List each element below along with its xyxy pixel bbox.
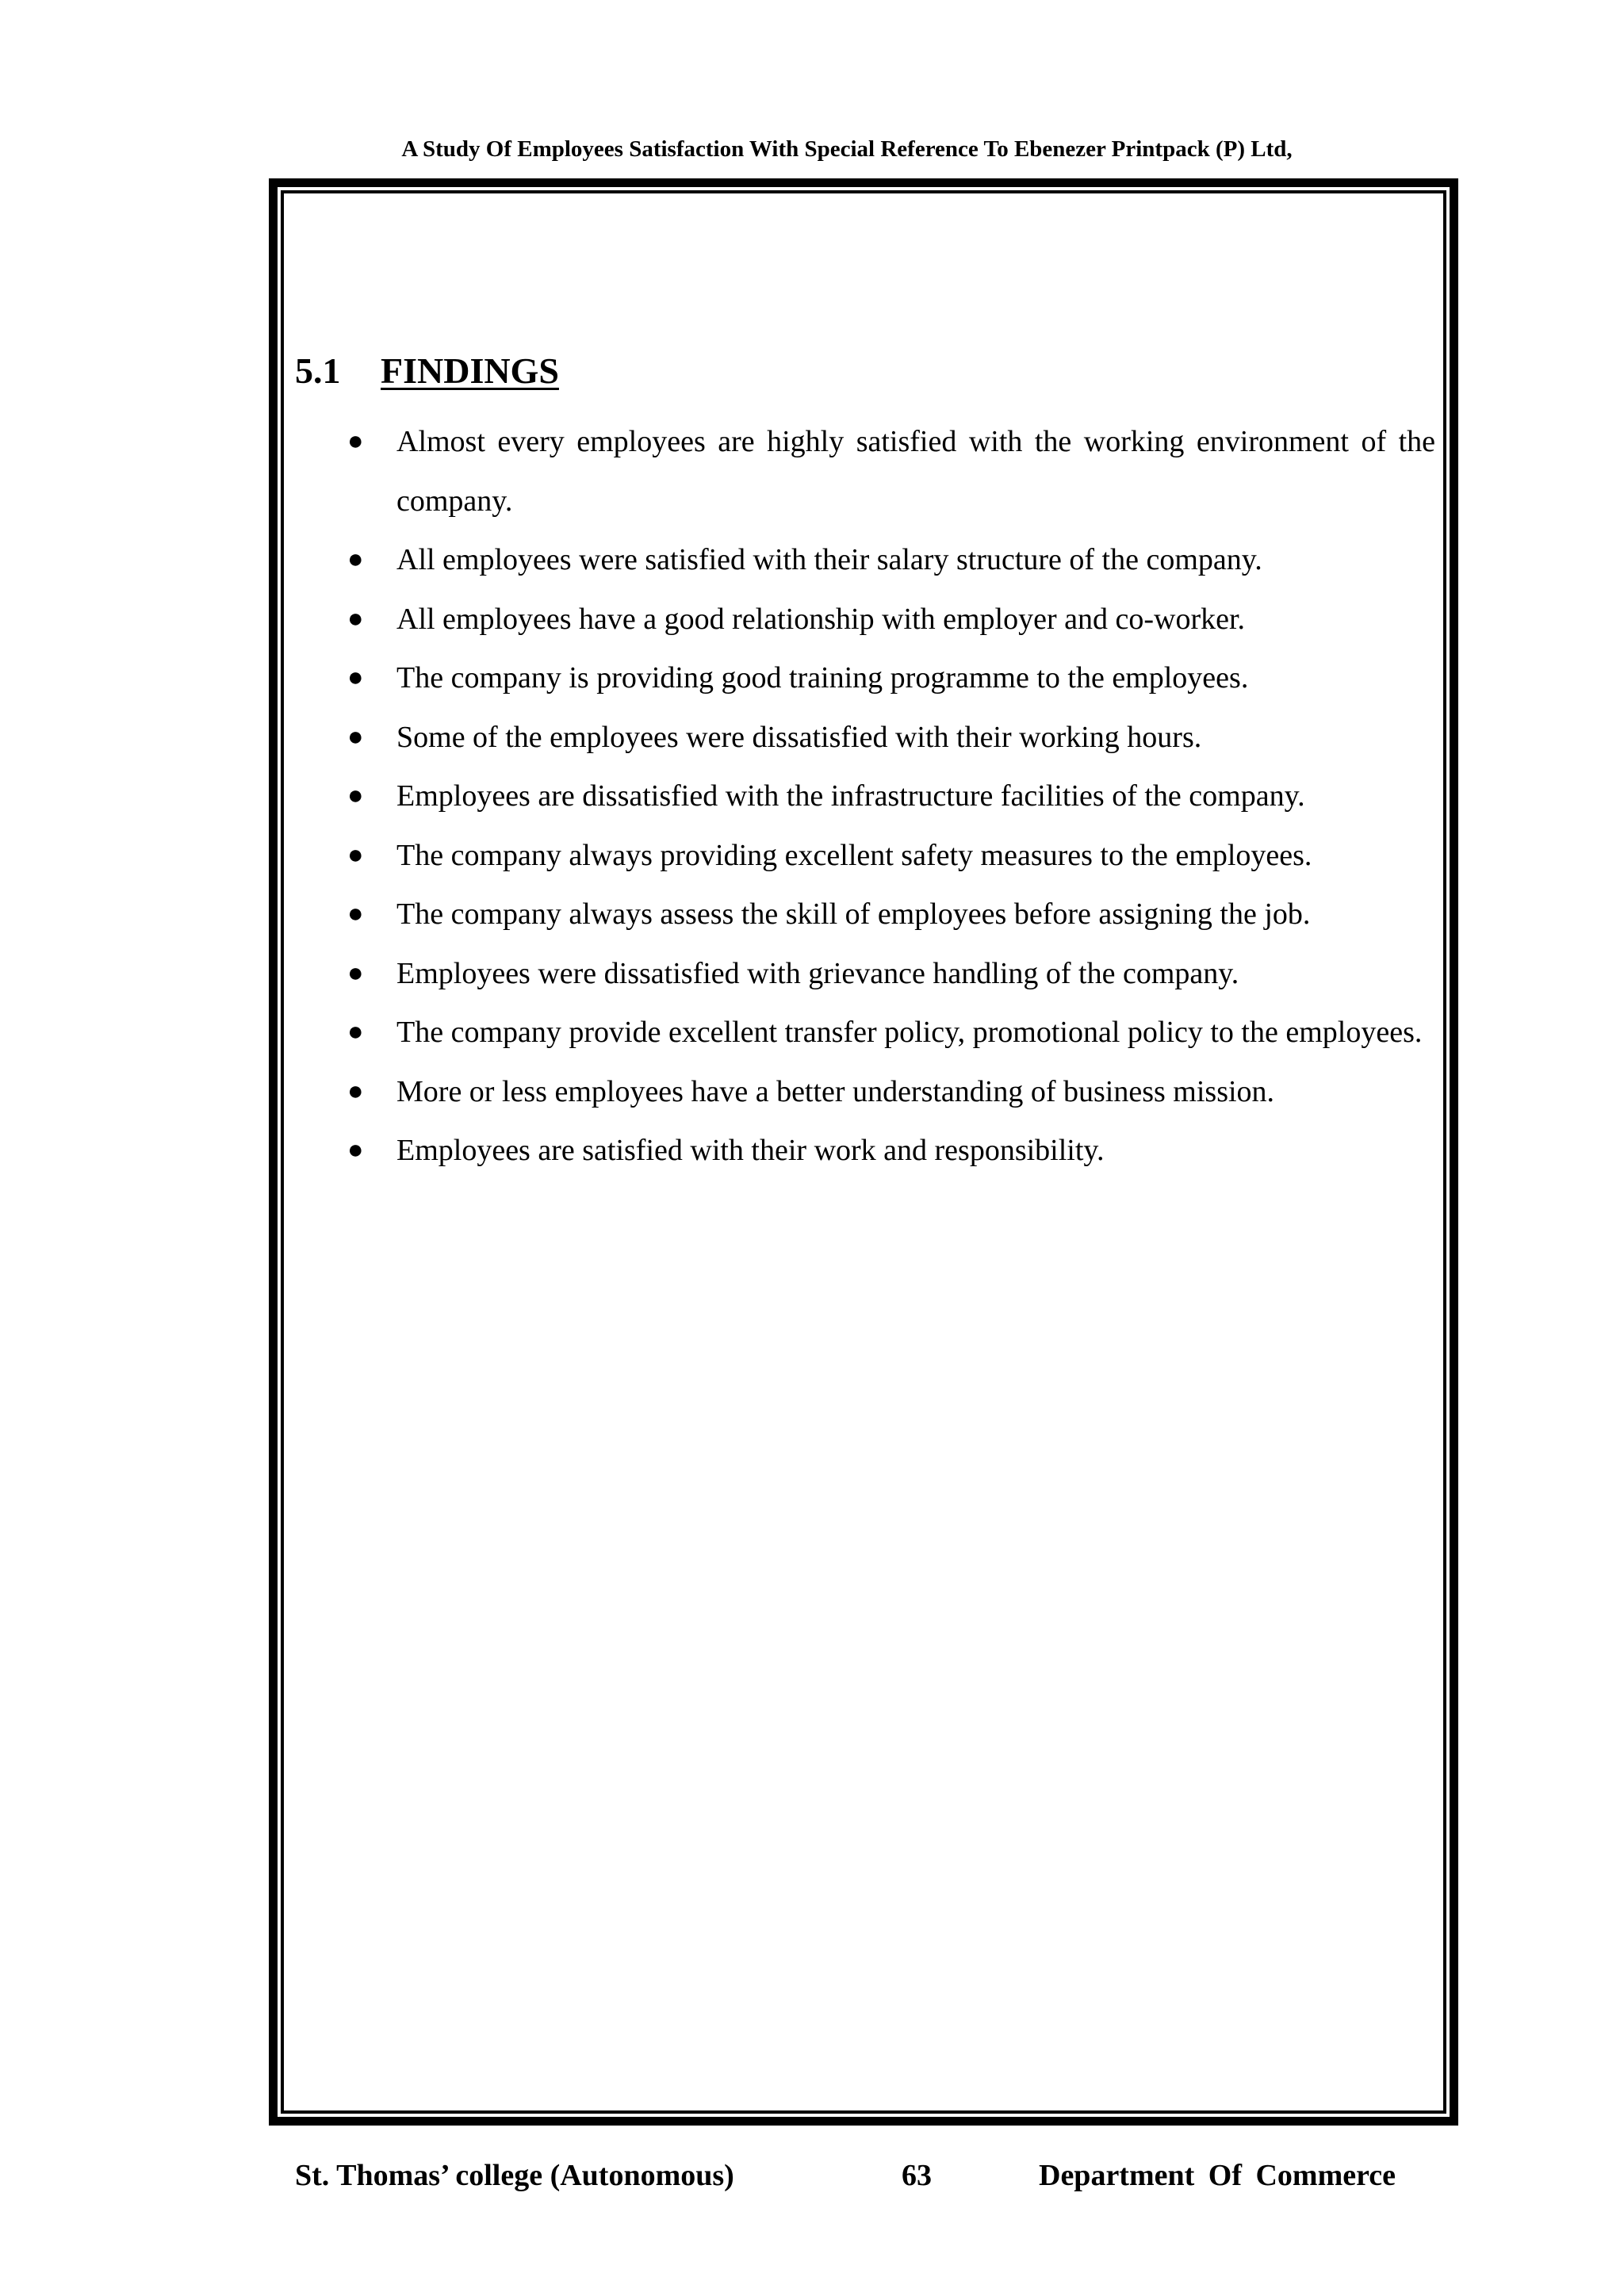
finding-text: Employees are satisfied with their work and responsibility. bbox=[396, 1134, 1105, 1167]
section-heading bbox=[295, 349, 559, 393]
finding-text: Employees are dissatisfied with the infrastructure facilities of the company. bbox=[396, 779, 1305, 813]
bullet-icon: ● bbox=[347, 663, 364, 692]
finding-text: The company always assess the skill of employees before assigning the job. bbox=[396, 897, 1311, 931]
section-title: FINDINGS bbox=[381, 350, 559, 391]
bullet-icon: ● bbox=[347, 899, 364, 928]
list-item bbox=[341, 1121, 1435, 1181]
list-item bbox=[341, 767, 1435, 826]
bullet-icon: ● bbox=[347, 545, 364, 574]
list-item bbox=[341, 826, 1435, 886]
finding-text: All employees have a good relationship with employer and co-worker. bbox=[396, 602, 1246, 636]
bullet-icon: ● bbox=[347, 781, 364, 810]
list-item bbox=[341, 1062, 1435, 1122]
list-item bbox=[341, 1003, 1435, 1062]
finding-text: All employees were satisfied with their salary structure of the company. bbox=[396, 543, 1262, 576]
finding-text: The company is providing good training programme to the employees. bbox=[396, 661, 1249, 695]
list-item bbox=[341, 590, 1435, 649]
bullet-icon: ● bbox=[347, 721, 364, 752]
list-item bbox=[341, 649, 1435, 708]
list-item bbox=[341, 885, 1435, 944]
footer-college: St. Thomas’ college (Autonomous) bbox=[295, 2159, 734, 2192]
list-item bbox=[341, 412, 1435, 530]
running-header: A Study Of Employees Satisfaction With Special Reference To Ebenezer Printpack (P) Ltd, bbox=[401, 136, 1293, 162]
bullet-icon: ● bbox=[347, 1076, 364, 1106]
bullet-icon: ● bbox=[347, 958, 364, 988]
findings-list bbox=[341, 412, 1435, 1181]
finding-text: More or less employees have a better understanding of business mission. bbox=[396, 1074, 1275, 1108]
bullet-icon: ● bbox=[347, 427, 364, 456]
list-item bbox=[341, 530, 1435, 590]
footer-department: Department Of Commerce bbox=[1039, 2159, 1396, 2192]
finding-text: Almost every employees are highly satisfied with the working environment of the company. bbox=[396, 425, 1435, 518]
bullet-icon: ● bbox=[347, 1017, 364, 1047]
page-number: 63 bbox=[902, 2159, 932, 2192]
bullet-icon: ● bbox=[347, 1135, 364, 1165]
section-number: 5.1 bbox=[295, 350, 341, 391]
finding-text: The company provide excellent transfer policy, promotional policy to the employees. bbox=[396, 1016, 1423, 1049]
list-item bbox=[341, 944, 1435, 1004]
bullet-icon: ● bbox=[347, 840, 364, 870]
finding-text: The company always providing excellent safety measures to the employees. bbox=[396, 838, 1312, 872]
finding-text: Employees were dissatisfied with grievance handling of the company. bbox=[396, 956, 1239, 990]
bullet-icon: ● bbox=[347, 603, 364, 633]
finding-text: Some of the employees were dissatisfied with their working hours. bbox=[396, 720, 1202, 754]
list-item bbox=[341, 708, 1435, 767]
